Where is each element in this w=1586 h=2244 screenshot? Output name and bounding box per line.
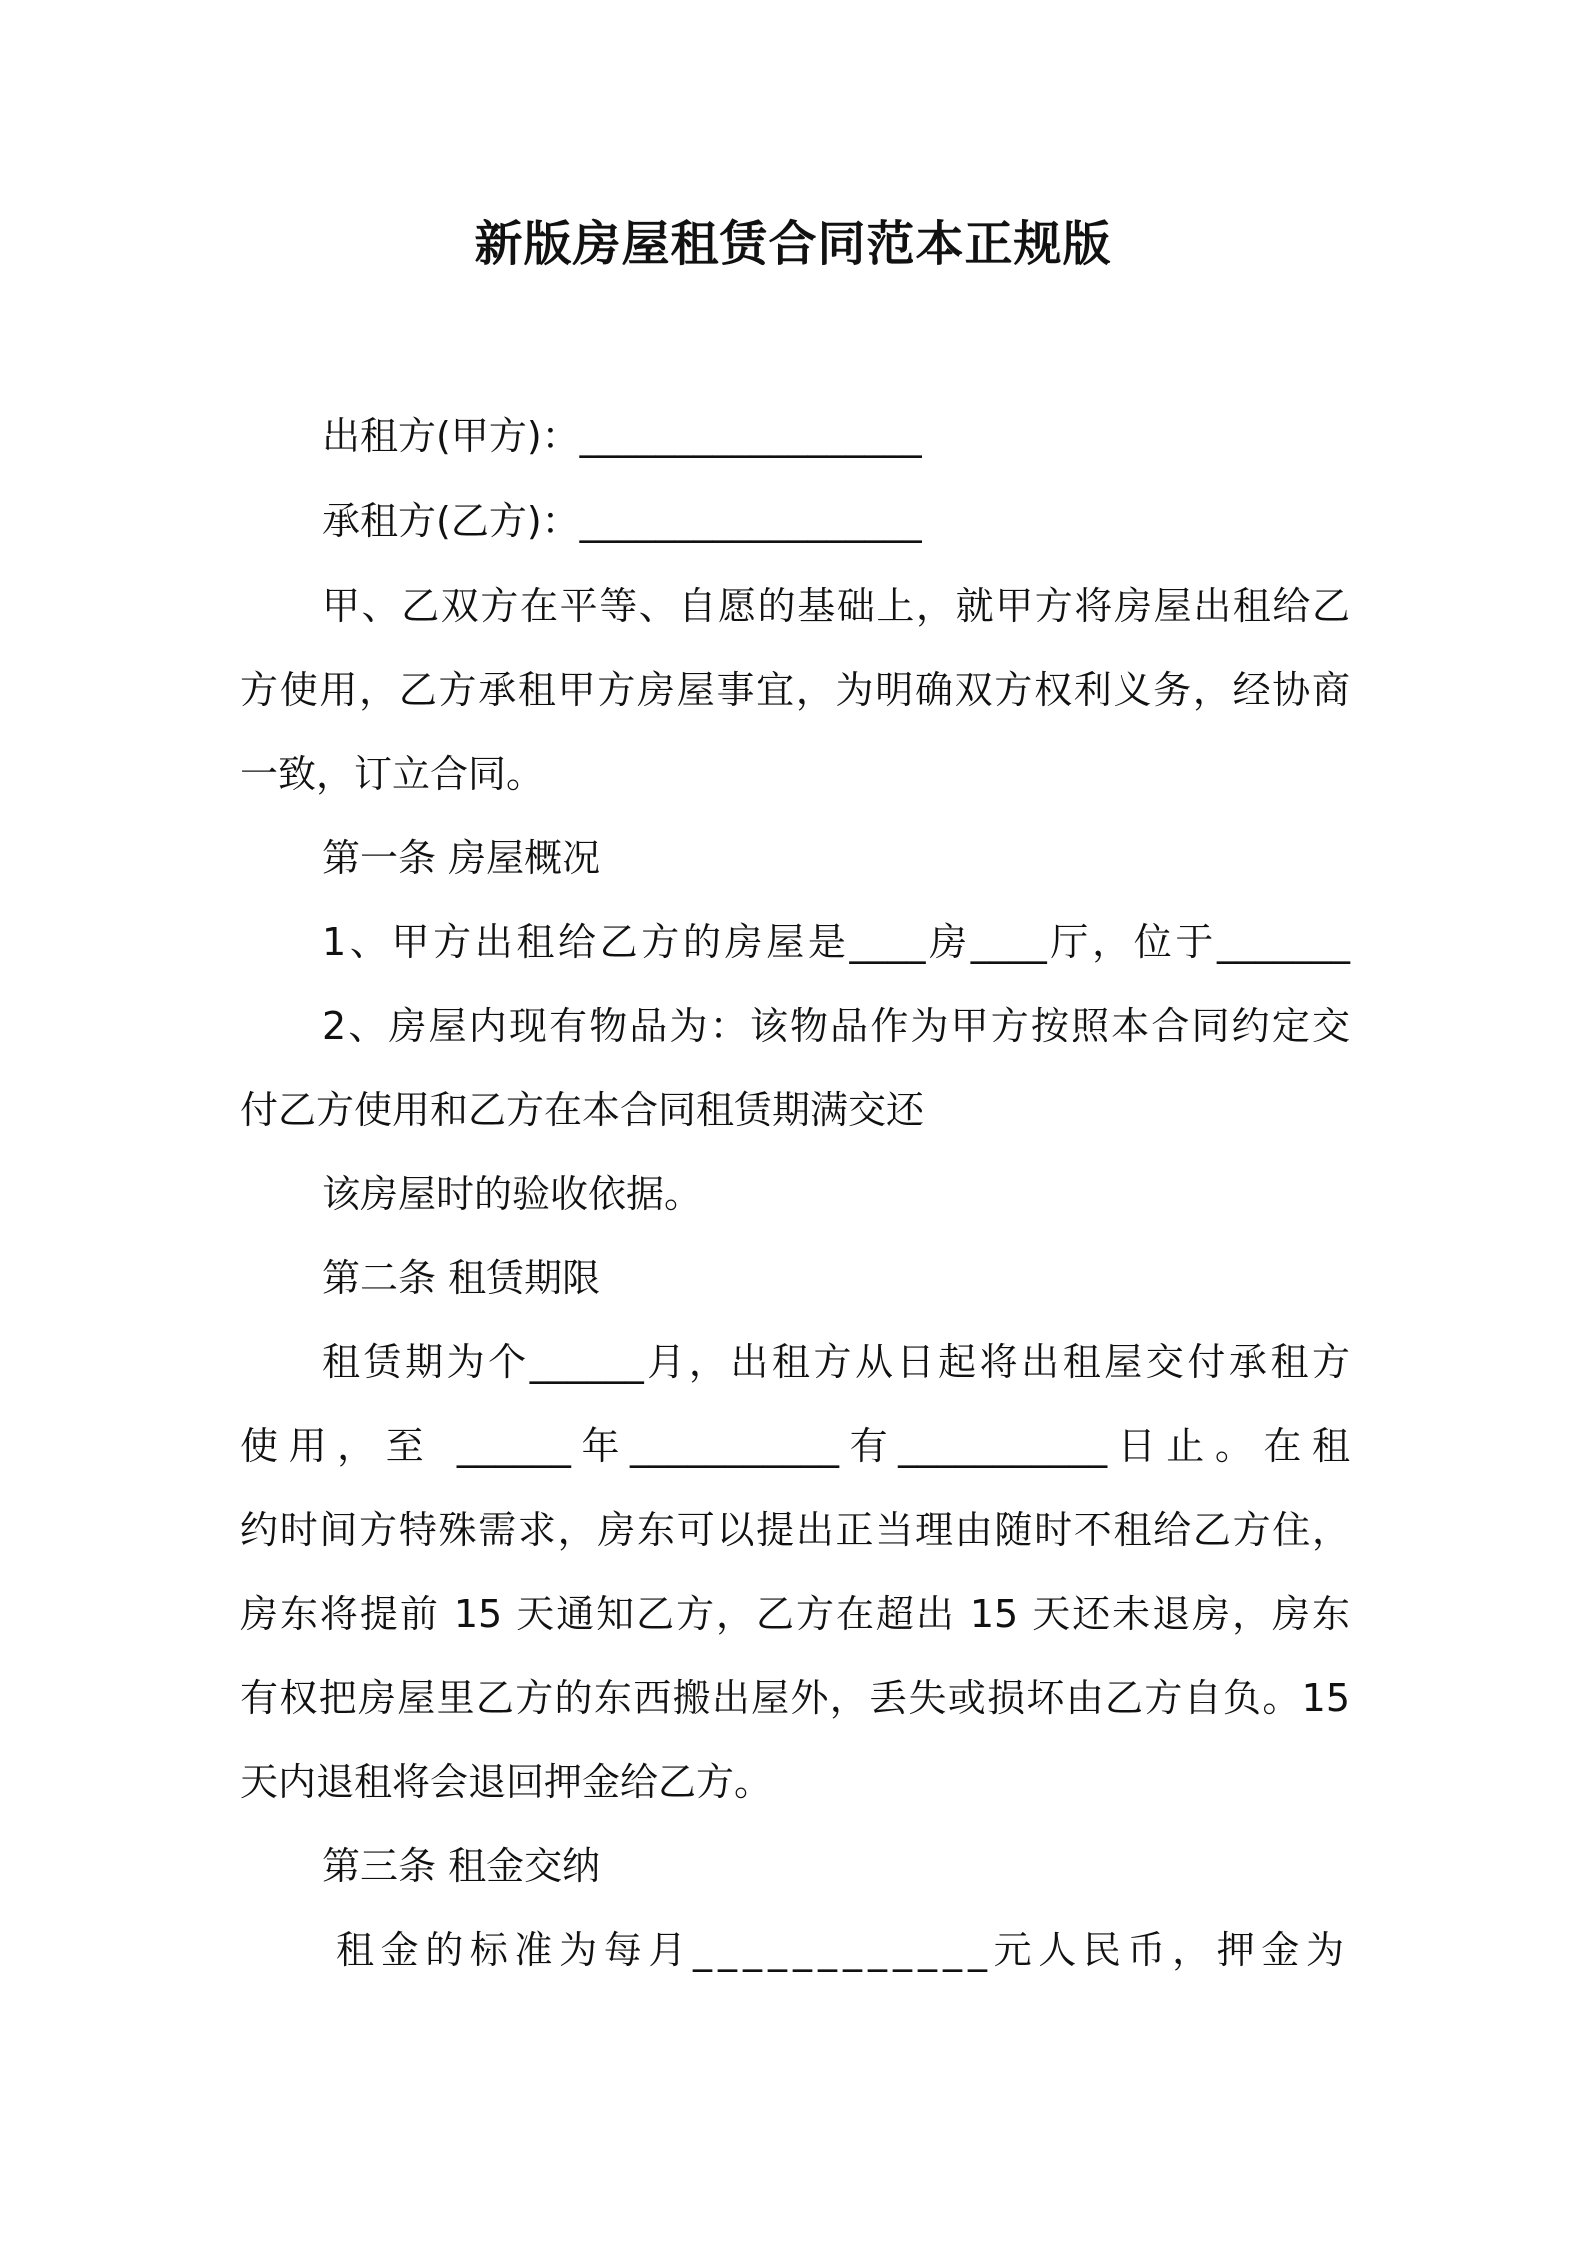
article-1-heading: 第一条 房屋概况	[322, 836, 601, 880]
article-2-line-3: 约时间方特殊需求，房东可以提出正当理由随时不租给乙方住，	[240, 1508, 1350, 1552]
lessor-line: 出租方(甲方)：__________________	[322, 414, 922, 458]
article-3-heading: 第三条 租金交纳	[322, 1844, 601, 1888]
article-2-line-1: 租赁期为个______月，出租方从日起将出租屋交付承租方	[322, 1340, 1350, 1384]
article-1-item-2-line-2: 付乙方使用和乙方在本合同租赁期满交还	[240, 1088, 925, 1132]
article-2-line-2: 使用，至 ______年___________有___________日止。在租	[240, 1424, 1350, 1468]
article-1-item-1: 1、甲方出租给乙方的房屋是____房____厅，位于_______	[322, 920, 1350, 964]
article-2-line-6: 天内退租将会退回押金给乙方。	[240, 1760, 773, 1804]
article-3-line-1: 租金的标准为每月____________元人民币，押金为	[336, 1928, 1350, 1972]
article-2-line-5: 有权把房屋里乙方的东西搬出屋外，丢失或损坏由乙方自负。15	[240, 1676, 1350, 1720]
article-2-line-4: 房东将提前 15 天通知乙方，乙方在超出 15 天还未退房，房东	[240, 1592, 1350, 1636]
lessee-line: 承租方(乙方)：__________________	[322, 499, 922, 543]
article-1-item-2-line-3: 该房屋时的验收依据。	[322, 1172, 703, 1216]
article-2-heading: 第二条 租赁期限	[322, 1256, 601, 1300]
document-title: 新版房屋租赁合同范本正规版	[474, 216, 1112, 272]
preamble-line-1: 甲、乙双方在平等、自愿的基础上，就甲方将房屋出租给乙	[322, 584, 1350, 628]
article-1-item-2-line-1: 2、房屋内现有物品为：该物品作为甲方按照本合同约定交	[322, 1004, 1350, 1048]
preamble-line-2: 方使用，乙方承租甲方房屋事宜，为明确双方权利义务，经协商	[240, 668, 1350, 712]
preamble-line-3: 一致，订立合同。	[240, 752, 545, 796]
